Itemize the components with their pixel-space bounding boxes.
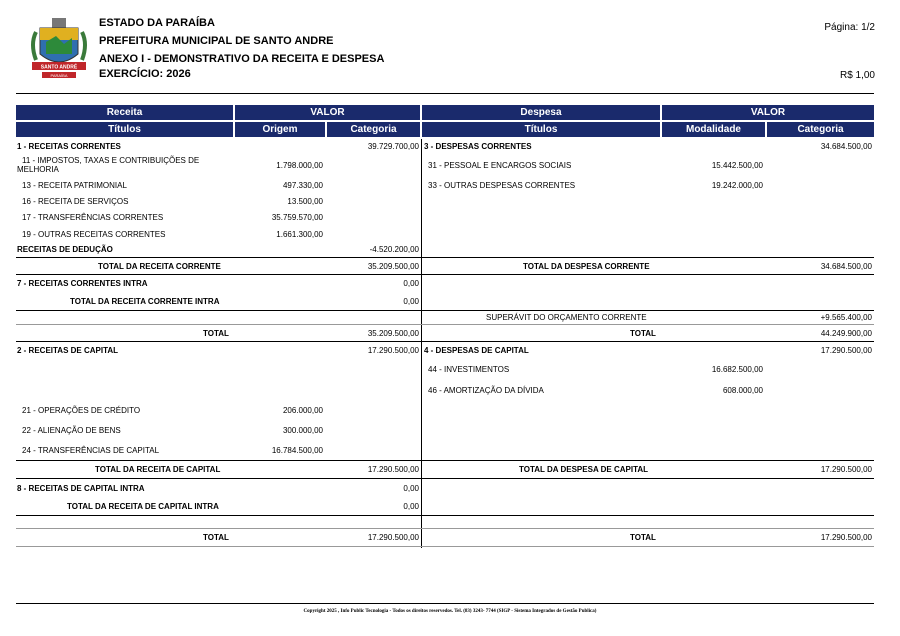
despesa-33-value: 19.242.000,00 [711,181,763,190]
receitas-correntes: 1 - RECEITAS CORRENTES [17,142,121,151]
col-valor-left: VALOR [235,105,420,120]
total-despesa-corrente-value: 34.684.500,00 [820,262,872,271]
total-receita-corrente-intra-value: 0,00 [403,297,419,306]
superavit-label: SUPERÁVIT DO ORÇAMENTO CORRENTE [486,313,647,322]
receitas-capital-intra-value: 0,00 [403,484,419,493]
rule-7 [16,478,874,479]
col-categoria-left: Categoria [327,122,420,137]
despesa-31: 31 - PESSOAL E ENCARGOS SOCIAIS [428,161,572,170]
svg-text:SANTO ANDRÉ: SANTO ANDRÉ [40,64,78,71]
total-1-right-value: 44.249.900,00 [820,329,872,338]
total-2-left-value: 17.290.500,00 [367,533,419,542]
receita-17: 17 - TRANSFERÊNCIAS CORRENTES [22,213,164,222]
despesa-46: 46 - AMORTIZAÇÃO DA DÍVIDA [428,386,544,395]
despesas-correntes-value: 34.684.500,00 [820,142,872,151]
rule-8 [16,515,874,516]
total-receita-capital-intra: TOTAL DA RECEITA DE CAPITAL INTRA [67,502,219,511]
total-receita-capital-value: 17.290.500,00 [367,465,419,474]
rule-5 [16,341,874,342]
despesas-de-capital-value: 17.290.500,00 [820,346,872,355]
despesa-33: 33 - OUTRAS DESPESAS CORRENTES [428,181,576,190]
annex-title: ANEXO I - DEMONSTRATIVO DA RECEITA E DESPESA [99,53,385,65]
rule-1 [16,257,874,258]
page-number: Página: 1/2 [824,22,875,33]
col-titulos-right: Títulos [422,122,660,137]
despesas-de-capital: 4 - DESPESAS DE CAPITAL [424,346,529,355]
receita-16: 16 - RECEITA DE SERVIÇOS [22,197,129,206]
col-categoria-right: Categoria [767,122,874,137]
center-divider [421,139,422,548]
total-receita-capital-intra-value: 0,00 [403,502,419,511]
fiscal-year: EXERCÍCIO: 2026 [99,68,191,80]
state-title: ESTADO DA PARAÍBA [99,17,215,29]
superavit-value: +9.565.400,00 [820,313,872,322]
receitas-correntes-value: 39.729.700,00 [367,142,419,151]
despesa-44: 44 - INVESTIMENTOS [428,365,510,374]
receita-11-line1: 11 - IMPOSTOS, TAXAS E CONTRIBUIÇÕES DE [22,156,200,165]
receitas-capital-intra: 8 - RECEITAS DE CAPITAL INTRA [17,484,145,493]
receitas-correntes-intra: 7 - RECEITAS CORRENTES INTRA [17,279,148,288]
receita-19-value: 1.661.300,00 [276,230,323,239]
receita-13: 13 - RECEITA PATRIMONIAL [22,181,127,190]
total-1-left: TOTAL [203,329,229,338]
footer-divider [16,603,874,604]
total-despesa-capital-value: 17.290.500,00 [820,465,872,474]
copyright-footer: Copyright 2025 , Info Public Tecnologia - Todos os direitos reservedos. Tel. (83) 3243- 7744 (SIGP - Sistema Integrados de Gestão Publica) [303,609,597,614]
receita-19: 19 - OUTRAS RECEITAS CORRENTES [22,230,166,239]
municipality-title: PREFEITURA MUNICIPAL DE SANTO ANDRE [99,35,334,47]
receita-17-value: 35.759.570,00 [271,213,323,222]
receita-13-value: 497.330,00 [282,181,323,190]
col-modalidade: Modalidade [662,122,765,137]
svg-text:PARAÍBA: PARAÍBA [50,73,68,78]
receita-21: 21 - OPERAÇÕES DE CRÉDITO [22,406,141,415]
receita-11-value: 1.798.000,00 [276,161,323,170]
currency-unit: R$ 1,00 [839,70,875,81]
receitas-correntes-intra-value: 0,00 [403,279,419,288]
total-2-right-value: 17.290.500,00 [820,533,872,542]
rule-3 [16,310,874,311]
rule-9 [16,528,874,529]
rule-4 [16,324,874,325]
rule-2 [16,274,874,275]
col-origem: Origem [235,122,325,137]
total-despesa-capital: TOTAL DA DESPESA DE CAPITAL [519,465,649,474]
rule-6 [16,460,874,461]
col-valor-right: VALOR [662,105,874,120]
coat-of-arms-logo [28,14,90,82]
header-divider [16,93,874,94]
receita-22-value: 300.000,00 [282,426,323,435]
receita-16-value: 13.500,00 [287,197,323,206]
col-despesa: Despesa [422,105,660,120]
receitas-de-capital-value: 17.290.500,00 [367,346,419,355]
receita-11-line2: MELHORIA [17,165,59,174]
despesa-31-value: 15.442.500,00 [711,161,763,170]
total-receita-corrente-intra: TOTAL DA RECEITA CORRENTE INTRA [70,297,220,306]
total-despesa-corrente: TOTAL DA DESPESA CORRENTE [523,262,650,271]
receitas-deducao: RECEITAS DE DEDUÇÃO [17,245,113,254]
col-titulos-left: Títulos [16,122,233,137]
total-receita-capital: TOTAL DA RECEITA DE CAPITAL [95,465,221,474]
receita-22: 22 - ALIENAÇÃO DE BENS [22,426,121,435]
despesa-44-value: 16.682.500,00 [711,365,763,374]
total-2-right: TOTAL [630,533,656,542]
total-1-right: TOTAL [630,329,656,338]
rule-10 [16,546,874,547]
receitas-de-capital: 2 - RECEITAS DE CAPITAL [17,346,119,355]
col-receita: Receita [16,105,233,120]
receita-21-value: 206.000,00 [282,406,323,415]
receitas-deducao-value: -4.520.200,00 [369,245,419,254]
total-receita-corrente-value: 35.209.500,00 [367,262,419,271]
total-1-left-value: 35.209.500,00 [367,329,419,338]
total-receita-corrente: TOTAL DA RECEITA CORRENTE [98,262,221,271]
total-2-left: TOTAL [203,533,229,542]
receita-24-value: 16.784.500,00 [271,446,323,455]
despesas-correntes: 3 - DESPESAS CORRENTES [424,142,532,151]
despesa-46-value: 608.000,00 [722,386,763,395]
receita-24: 24 - TRANSFERÊNCIAS DE CAPITAL [22,446,160,455]
